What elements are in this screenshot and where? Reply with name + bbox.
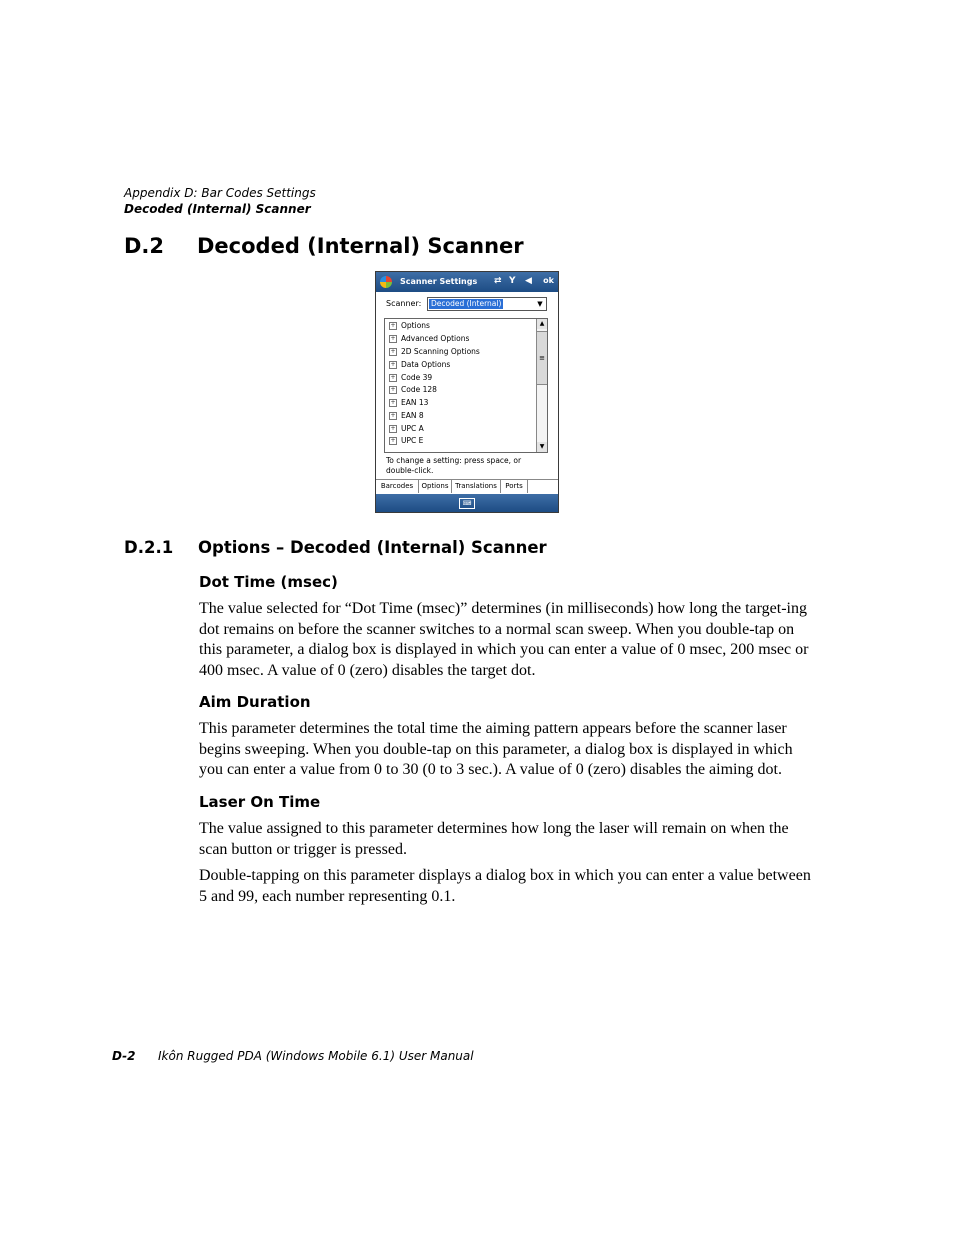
tree-item[interactable] bbox=[389, 410, 424, 422]
tree-item[interactable] bbox=[389, 435, 423, 447]
expand-icon[interactable]: + bbox=[390, 348, 396, 355]
connectivity-icon[interactable]: ⇄ bbox=[494, 276, 502, 286]
tab-ports[interactable]: Ports bbox=[501, 480, 528, 493]
settings-panel bbox=[376, 292, 558, 479]
title-bar bbox=[376, 272, 558, 292]
expand-icon[interactable]: + bbox=[390, 425, 396, 432]
manual-title: Ikôn Rugged PDA (Windows Mobile 6.1) User Manual bbox=[158, 1049, 474, 1063]
running-head-chapter: Appendix D: Bar Codes Settings bbox=[124, 186, 316, 200]
tree-item-label: Advanced Options bbox=[401, 334, 470, 343]
running-head bbox=[124, 185, 316, 217]
ok-button[interactable]: ok bbox=[543, 276, 554, 285]
tree-item-label: UPC E bbox=[401, 436, 424, 445]
tree-item[interactable] bbox=[389, 320, 430, 332]
expand-icon[interactable]: + bbox=[390, 437, 396, 444]
tree-item-label: Code 128 bbox=[401, 385, 437, 394]
topic-heading-dot-time: Dot Time (msec) bbox=[199, 573, 338, 591]
scroll-up-icon[interactable]: ▲ bbox=[537, 319, 547, 329]
signal-icon[interactable]: Y bbox=[509, 276, 516, 286]
tab-bar bbox=[376, 479, 558, 494]
section-title: Decoded (Internal) Scanner bbox=[197, 234, 524, 258]
tree-item-label: EAN 8 bbox=[401, 411, 424, 420]
running-head-section: Decoded (Internal) Scanner bbox=[124, 202, 311, 216]
paragraph-laser-on-time-1: The value assigned to this parameter determines how long the laser will remain on when the scan button or trigger is pressed. bbox=[199, 820, 789, 858]
tree-item-label: 2D Scanning Options bbox=[401, 347, 480, 356]
tree-item[interactable] bbox=[389, 423, 424, 435]
page-footer bbox=[112, 1048, 474, 1064]
dropdown-arrow-icon[interactable]: ▼ bbox=[537, 300, 543, 308]
paragraph-dot-time: The value selected for “Dot Time (msec)” determines (in milliseconds) how long the target-ing dot remains on before the scanner switches to a normal scan sweep. When you double-tap on this parameter, a dialog box is displayed in which you can enter a value of 0 msec, 200 msec or 400 msec. A value of 0 (zero) disables the target dot. bbox=[199, 600, 809, 679]
tree-item-label: Code 39 bbox=[401, 373, 433, 382]
scanner-label: Scanner: bbox=[386, 299, 422, 308]
expand-icon[interactable]: + bbox=[390, 399, 396, 406]
page-number: D-2 bbox=[112, 1049, 136, 1063]
expand-icon[interactable]: + bbox=[390, 322, 396, 329]
soft-key-bar bbox=[376, 494, 558, 512]
tree-item[interactable] bbox=[389, 384, 437, 396]
paragraph-aim-duration: This parameter determines the total time the aiming pattern appears before the scanner laser begins sweeping. When you double-tap on this parameter, a dialog box is displayed in which you can enter a value from 0 to 30 (0 to 3 sec.). A value of 0 (zero) disables the aiming dot. bbox=[199, 720, 793, 778]
expand-icon[interactable]: + bbox=[390, 335, 396, 342]
expand-icon[interactable]: + bbox=[390, 374, 396, 381]
scanner-dropdown[interactable] bbox=[427, 297, 547, 311]
tab-barcodes[interactable]: Barcodes bbox=[376, 480, 419, 493]
tab-translations[interactable]: Translations bbox=[452, 480, 501, 493]
scrollbar-thumb[interactable]: ≡ bbox=[537, 331, 547, 385]
topic-heading-laser-on-time: Laser On Time bbox=[199, 793, 321, 811]
tree-item-label: EAN 13 bbox=[401, 398, 429, 407]
paragraph-laser-on-time-2: Double-tapping on this parameter displays a dialog box in which you can enter a value between 5 and 99, each number representing 0.1. bbox=[199, 867, 811, 905]
section-heading bbox=[124, 232, 524, 260]
hint-text: To change a setting: press space, or double-click. bbox=[386, 456, 522, 475]
subsection-heading bbox=[124, 537, 547, 559]
section-number: D.2 bbox=[124, 234, 165, 258]
expand-icon[interactable]: + bbox=[390, 412, 396, 419]
scanner-settings-screenshot bbox=[375, 271, 559, 513]
tree-item[interactable] bbox=[389, 359, 450, 371]
topic-heading-aim-duration: Aim Duration bbox=[199, 693, 311, 711]
subsection-number: D.2.1 bbox=[124, 538, 174, 557]
tree-item-label: UPC A bbox=[401, 424, 424, 433]
expand-icon[interactable]: + bbox=[390, 361, 396, 368]
tree-item-label: Data Options bbox=[401, 360, 451, 369]
tree-item[interactable] bbox=[389, 333, 469, 345]
window-title: Scanner Settings bbox=[400, 277, 478, 286]
subsection-title: Options – Decoded (Internal) Scanner bbox=[198, 538, 547, 557]
tree-item[interactable] bbox=[389, 346, 480, 358]
scroll-down-icon[interactable]: ▼ bbox=[537, 442, 547, 452]
keyboard-icon[interactable]: ⌨ bbox=[459, 498, 475, 509]
tree-item[interactable] bbox=[389, 397, 428, 409]
expand-icon[interactable]: + bbox=[390, 386, 396, 393]
windows-start-icon[interactable] bbox=[380, 276, 392, 288]
scanner-dropdown-value: Decoded (Internal) bbox=[431, 299, 502, 308]
tab-options[interactable]: Options bbox=[419, 480, 452, 493]
tree-item-label: Options bbox=[401, 321, 430, 330]
volume-icon[interactable]: ◀ bbox=[525, 276, 532, 286]
settings-tree[interactable] bbox=[384, 318, 548, 453]
tree-item[interactable] bbox=[389, 372, 432, 384]
tree-scrollbar[interactable] bbox=[536, 319, 547, 452]
